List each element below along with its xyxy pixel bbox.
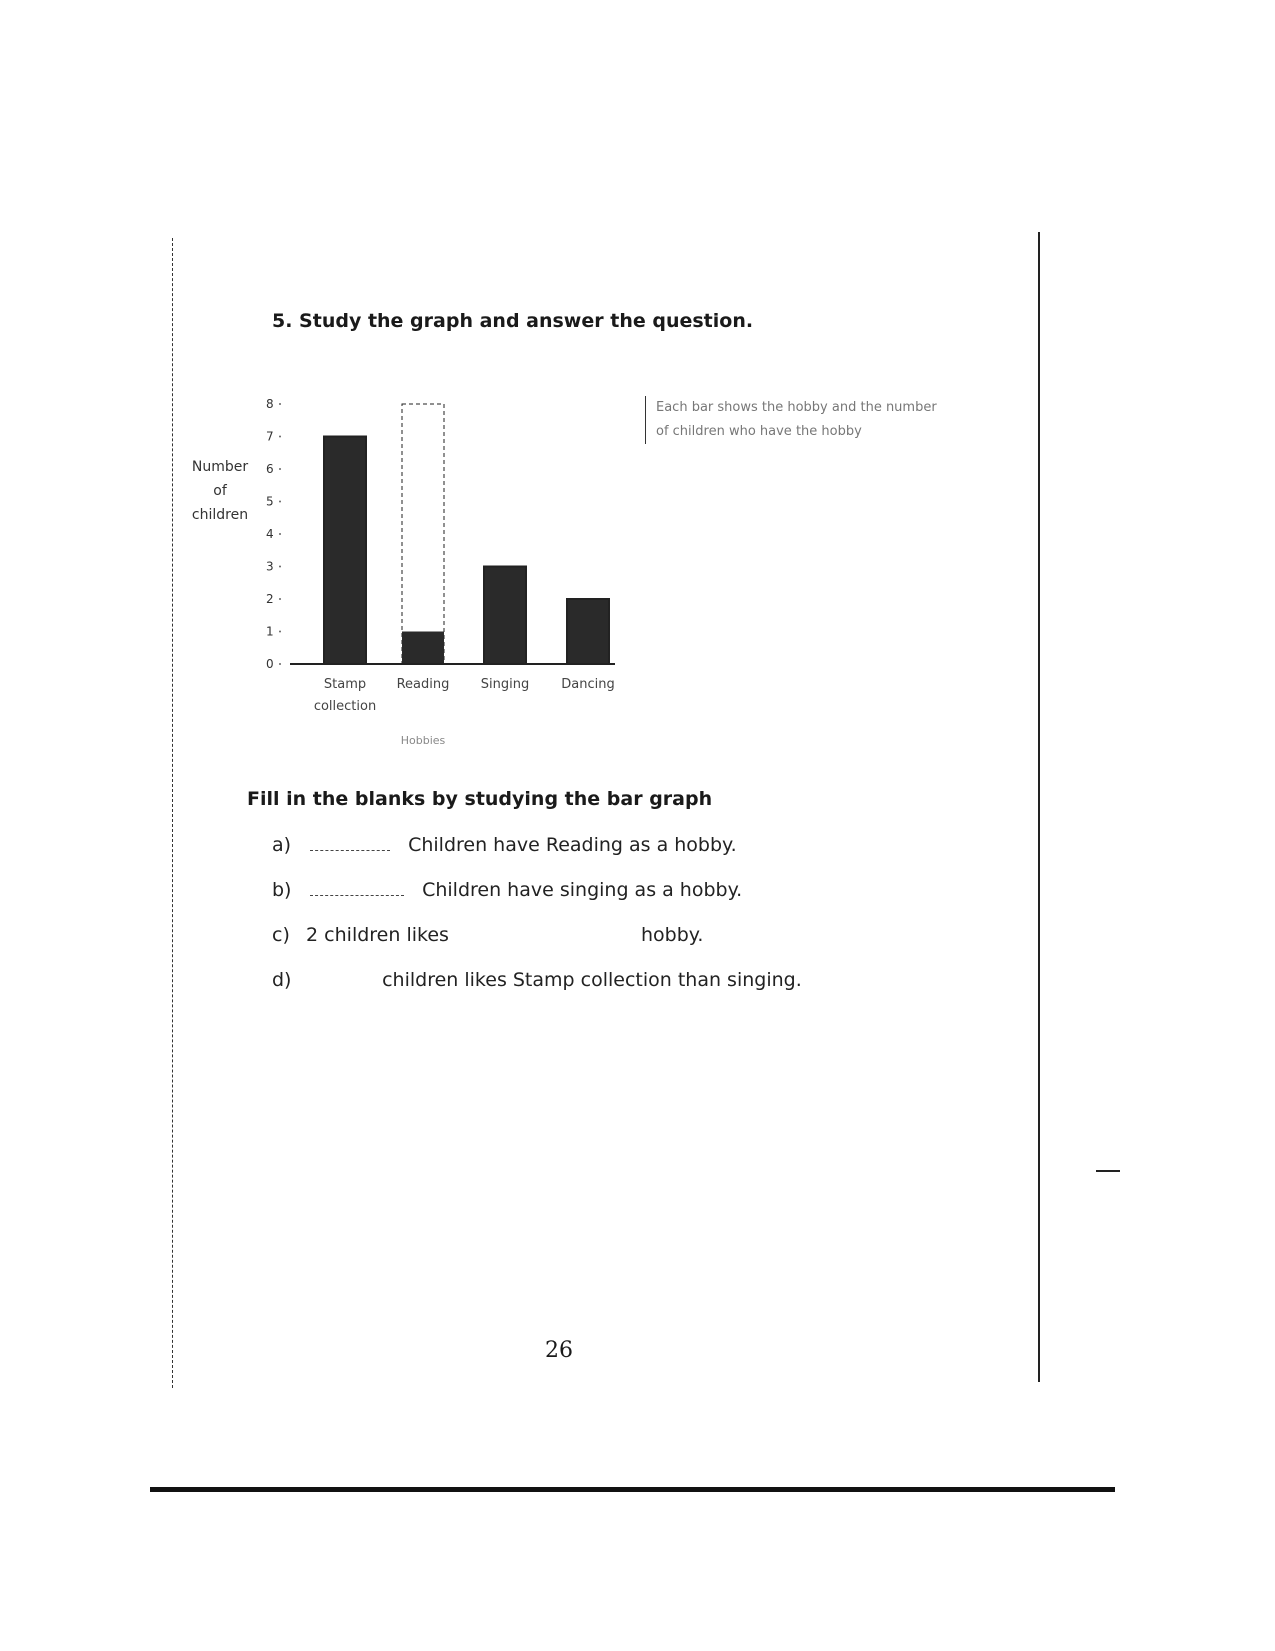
- category-label-singing: Singing: [480, 677, 530, 692]
- bar-singing: [484, 567, 526, 665]
- question-a: [272, 834, 737, 856]
- bottom-rule: [150, 1487, 1115, 1492]
- answer-b-blank[interactable]: [310, 881, 404, 896]
- category-label-reading: Reading: [396, 677, 450, 692]
- bar-stamp-collection: [324, 437, 366, 665]
- y-tick-label: 8: [266, 397, 274, 411]
- page-number: 26: [545, 1338, 573, 1363]
- bar-reading-shading: [402, 632, 444, 665]
- y-tick-mark: [279, 468, 281, 470]
- fill-in-heading: Fill in the blanks by studying the bar graph: [247, 788, 713, 810]
- question-b: [272, 879, 742, 901]
- y-tick-label: 6: [266, 462, 274, 476]
- y-tick-mark: [279, 566, 281, 568]
- category-label-stamp-line2: collection: [313, 699, 377, 714]
- y-tick-label: 5: [266, 494, 274, 509]
- chart-note-line1: Each bar shows the hobby and the number: [656, 400, 937, 415]
- question-c-label: c): [272, 924, 290, 946]
- y-tick-mark: [279, 631, 281, 633]
- question-a-label: a): [272, 834, 292, 856]
- question-c-text-before: 2 children likes: [306, 924, 449, 946]
- y-tick-mark: [279, 403, 281, 405]
- right-border-line: [1038, 232, 1040, 1382]
- category-label-stamp-line1: Stamp: [323, 677, 367, 692]
- y-tick-label: 2: [266, 592, 274, 606]
- y-tick-label: 3: [266, 559, 274, 574]
- question-a-text: Children have Reading as a hobby.: [408, 834, 737, 856]
- question-b-label: b): [272, 879, 292, 901]
- x-axis-title: Hobbies: [400, 734, 446, 747]
- y-tick-mark: [279, 663, 281, 665]
- y-tick-mark: [279, 436, 281, 438]
- y-axis-title: [180, 455, 260, 527]
- question-b-text: Children have singing as a hobby.: [422, 879, 743, 901]
- question-c-text-after: hobby.: [641, 924, 704, 946]
- y-tick-label: 1: [266, 624, 274, 639]
- y-axis-title-line3: children: [191, 507, 249, 523]
- chart-note-line2: of children who have the hobby: [656, 424, 862, 439]
- question-d-text: children likes Stamp collection than singing.: [382, 969, 802, 991]
- question-d-label: d): [272, 969, 292, 991]
- y-tick-label: 7: [266, 429, 274, 444]
- bars: [324, 404, 609, 664]
- left-border-line: [172, 238, 173, 1388]
- category-label-dancing: Dancing: [561, 677, 615, 692]
- y-axis-title-line2: of: [213, 483, 227, 499]
- question-d: [272, 969, 802, 991]
- question-c: [272, 924, 703, 946]
- y-tick-label: 0: [266, 657, 274, 671]
- far-right-mark: [1096, 1170, 1120, 1172]
- bar-dancing: [567, 599, 609, 664]
- y-tick-mark: [279, 598, 281, 600]
- y-tick-mark: [279, 533, 281, 535]
- chart-note: [645, 396, 937, 444]
- y-tick-label: 4: [266, 527, 274, 541]
- question-title: 5. Study the graph and answer the question.: [272, 310, 754, 332]
- answer-a-blank[interactable]: [310, 836, 390, 851]
- bar-chart: [260, 370, 640, 760]
- y-tick-mark: [279, 501, 281, 503]
- y-axis-ticks: [266, 397, 281, 671]
- y-axis-title-line1: Number: [191, 459, 249, 475]
- bar-reading: [402, 404, 444, 664]
